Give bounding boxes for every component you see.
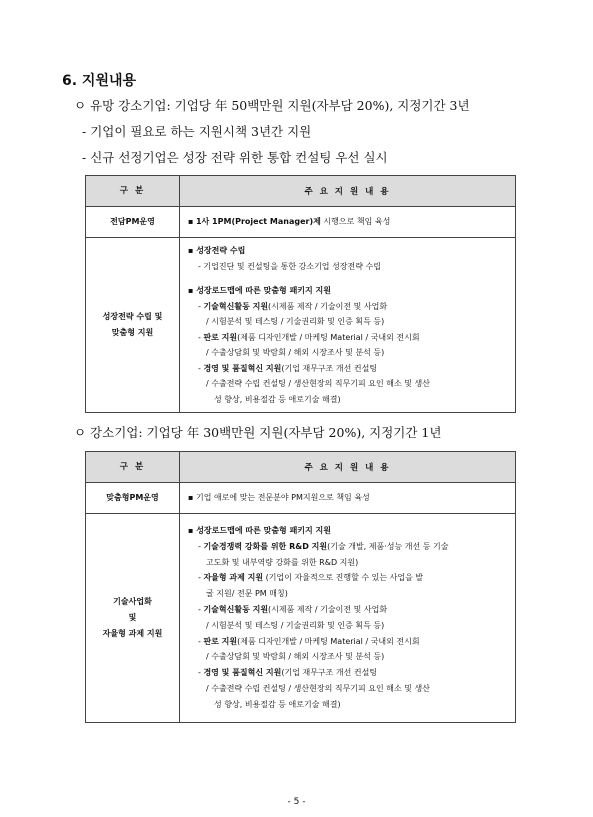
list-item: - 판로 지원(제품 디자인개발 / 마케팅 Material / 국내외 전시회 [198, 332, 420, 342]
bullet-icon: ▪ [188, 217, 194, 227]
list-item: / 수출전략 수립 컨설팅 / 생산현장의 직무기피 요인 해소 및 생산 [206, 379, 431, 388]
table1-row2-label: 성장전략 수립 및 맞춤형 지원 [86, 238, 180, 413]
list-item: 성 향상, 비용절감 등 애로기술 해결) [214, 394, 341, 404]
list-item: - 기술혁신활동 지원(시제품 제작 / 기술이전 및 사업화 [198, 301, 388, 311]
list-item: / 수출상담회 및 박람회 / 해외 시장조사 및 분석 등) [206, 652, 385, 662]
section1-dash-1: - 기업이 필요로 하는 지원시책 3년간 지원 [82, 124, 312, 139]
list-item: - 기업진단 및 컨설팅을 통한 강소기업 성장전략 수립 [198, 261, 381, 271]
list-item: ▪ 성장로드맵에 따른 맞춤형 패키지 지원 [188, 286, 331, 295]
table1-row1-label: 전담PM운영 [86, 207, 180, 238]
list-item: / 수출상담회 및 박람회 / 해외 시장조사 및 분석 등) [206, 348, 385, 357]
list-item: - 자율형 과제 지원 (기업이 자율적으로 진행할 수 있는 사업을 발 [198, 573, 424, 583]
list-item: - 경영 및 품질혁신 지원(기업 재무구조 개선 컨설팅 [198, 363, 378, 373]
section1-line: ㅇ 유망 강소기업: 기업당 年 50백만원 지원(자부담 20%), 지정기간 3년 [74, 98, 470, 113]
list-item: / 시험분석 및 테스팅 / 기술권리화 및 인증 획득 등) [206, 620, 385, 630]
list-item: - 기술경쟁력 강화를 위한 R&D 지원(기술 개발, 제품·성능 개선 등 기술 [198, 541, 449, 551]
table2-header-content: 주 요 지 원 내 용 [180, 452, 516, 483]
table2-row2-content [180, 514, 516, 723]
section1-dash-2: - 신규 선정기업은 성장 전략 위한 통합 컨설팅 우선 실시 [82, 150, 388, 165]
list-item: ▪ 성장전략 수립 [188, 246, 246, 255]
section2-line: ㅇ 강소기업: 기업당 年 30백만원 지원(자부담 20%), 지정기간 1년 [74, 425, 442, 440]
section-heading: 6. 지원내용 [62, 73, 137, 89]
list-item: - 판로 지원(제품 디자인개발 / 마케팅 Material / 국내외 전시회 [198, 636, 420, 646]
table1-header-category: 구 분 [86, 176, 180, 207]
table2-header-category: 구 분 [86, 452, 180, 483]
list-item: / 시험분석 및 테스팅 / 기술권리화 및 인증 획득 등) [206, 317, 385, 326]
table1-row2-content [180, 238, 516, 413]
page-number: - 5 - [287, 797, 306, 807]
list-item: / 수출전략 수립 컨설팅 / 생산현장의 직무기피 요인 해소 및 생산 [206, 683, 431, 693]
list-item: - 경영 및 품질혁신 지원(기업 재무구조 개선 컨설팅 [198, 668, 378, 678]
support-table-1 [85, 175, 516, 413]
table1-header-content: 주 요 지 원 내 용 [180, 176, 516, 207]
list-item: 굴 지원/ 전문 PM 매칭) [206, 589, 288, 599]
table1-row1-content: ▪ 1사 1PM(Project Manager)제 시행으로 책임 육성 [180, 207, 516, 238]
table2-row1-label: 맞춤형PM운영 [86, 483, 180, 514]
table2-row1-content: ▪ 기업 애로에 맞는 전문분야 PM지원으로 책임 육성 [180, 483, 516, 514]
list-item: ▪ 성장로드맵에 따른 맞춤형 패키지 지원 [188, 526, 331, 535]
list-item: 성 향상, 비용절감 등 애로기술 해결) [214, 699, 341, 709]
support-table-2 [85, 451, 516, 723]
list-item: - 기술혁신활동 지원(시제품 제작 / 기술이전 및 사업화 [198, 604, 388, 614]
list-item: 고도화 및 내부역량 강화를 위한 R&D 지원) [206, 557, 359, 567]
table2-row2-label: 기술사업화 및 자율형 과제 지원 [86, 514, 180, 723]
